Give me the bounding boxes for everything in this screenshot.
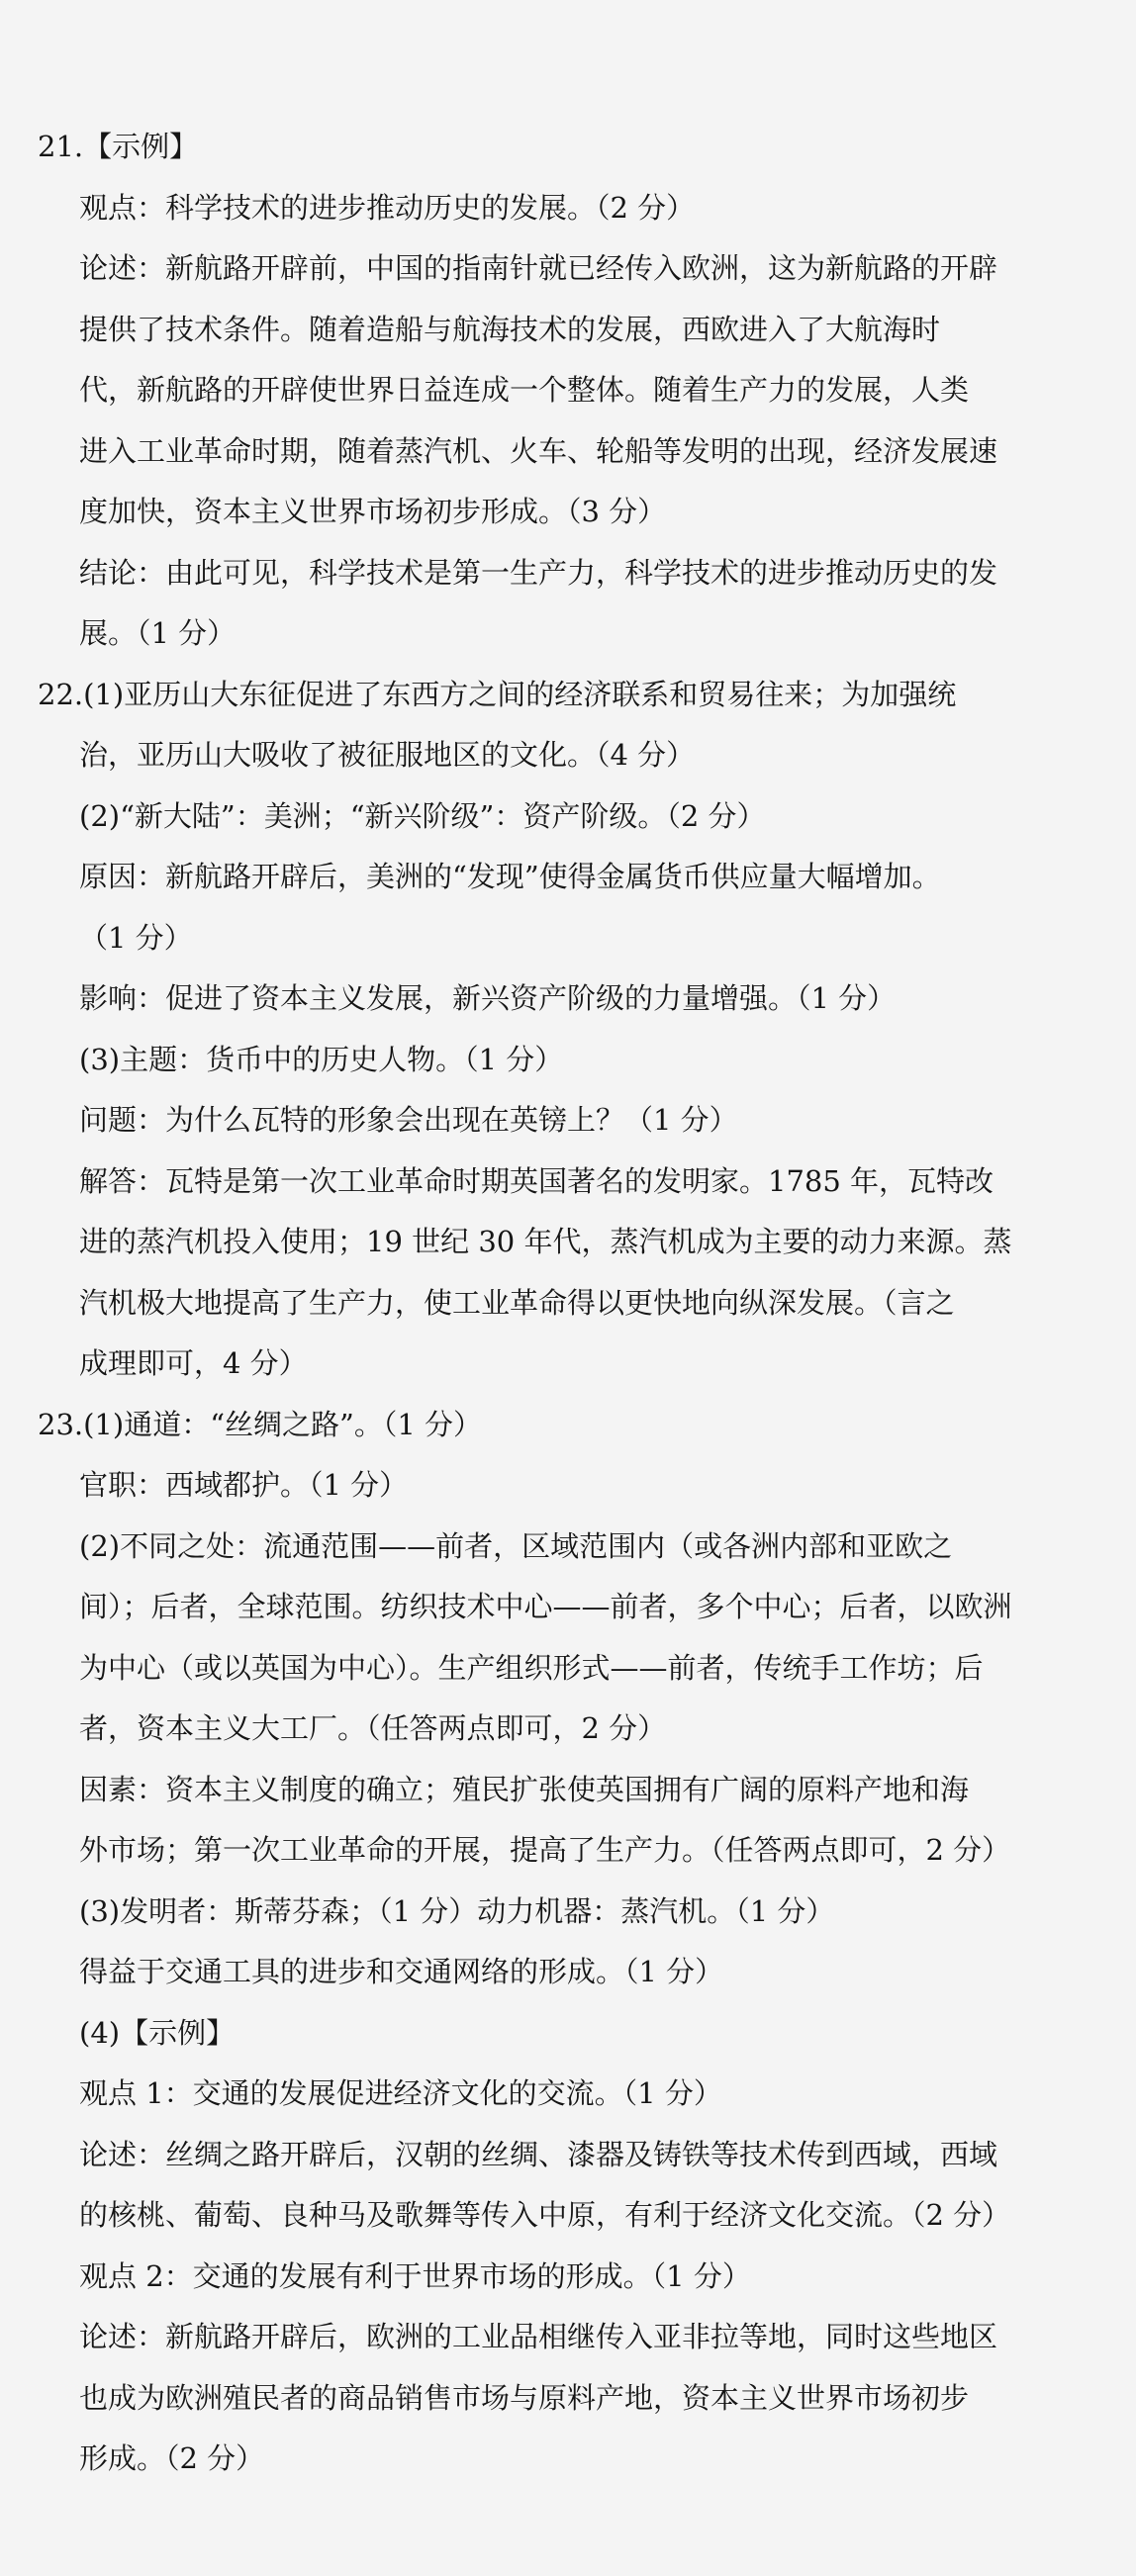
- answer-line: 为中心（或以英国为中心）。生产组织形式——前者，传统手工作坊；后: [79, 1650, 984, 1685]
- answer-line: 原因：新航路开辟后，美洲的“发现”使得金属货币供应量大幅增加。: [79, 860, 941, 893]
- answer-line: 论述：丝绸之路开辟后，汉朝的丝绸、漆器及铸铁等技术传到西域，西域: [79, 2137, 998, 2171]
- answer-line: 度加快，资本主义世界市场初步形成。（3 分）: [79, 495, 667, 528]
- answer-line: 汽机极大地提高了生产力，使工业革命得以更快地向纵深发展。（言之: [79, 1285, 955, 1320]
- answer-line: 外市场；第一次工业革命的开展，提高了生产力。（任答两点即可，2 分）: [79, 1833, 1011, 1867]
- answer-line: 治，亚历山大吸收了被征服地区的文化。（4 分）: [79, 738, 696, 772]
- answer-line: 间）；后者，全球范围。纺织技术中心——前者，多个中心；后者，以欧洲: [79, 1590, 1012, 1623]
- answer-line: 观点 1：交通的发展促进经济文化的交流。（1 分）: [79, 2076, 722, 2110]
- answer-line: 21.【示例】: [38, 130, 199, 163]
- answer-line: (4)【示例】: [79, 2015, 236, 2050]
- answer-line: 观点：科学技术的进步推动历史的发展。（2 分）: [79, 190, 696, 225]
- answer-line: 解答：瓦特是第一次工业革命时期英国著名的发明家。1785 年，瓦特改: [79, 1163, 994, 1198]
- answer-line: 形成。（2 分）: [79, 2441, 265, 2475]
- answer-line: (2)不同之处：流通范围——前者，区域范围内（或各洲内部和亚欧之: [79, 1528, 953, 1563]
- answer-line: (3)发明者：斯蒂芬森；（1 分）动力机器：蒸汽机。（1 分）: [79, 1893, 835, 1928]
- answer-line: （1 分）: [79, 920, 193, 955]
- answer-line: 问题：为什么瓦特的形象会出现在英镑上？（1 分）: [79, 1103, 738, 1137]
- answer-line: 官职：西域都护。（1 分）: [79, 1468, 409, 1502]
- answer-line: 也成为欧洲殖民者的商品销售市场与原料产地，资本主义世界市场初步: [79, 2380, 970, 2415]
- answer-line: 进的蒸汽机投入使用；19 世纪 30 年代，蒸汽机成为主要的动力来源。蒸: [79, 1225, 1012, 1258]
- answer-line: (2)“新大陆”：美洲；“新兴阶级”：资产阶级。（2 分）: [79, 798, 766, 833]
- answer-line: 23.(1)通道：“丝绸之路”。（1 分）: [38, 1407, 483, 1441]
- answer-line: 22.(1)亚历山大东征促进了东西方之间的经济联系和贸易往来；为加强统: [38, 677, 957, 711]
- answer-line: 观点 2：交通的发展有利于世界市场的形成。（1 分）: [79, 2258, 751, 2293]
- answer-line: 影响：促进了资本主义发展，新兴资产阶级的力量增强。（1 分）: [79, 981, 897, 1015]
- answer-line: 进入工业革命时期，随着蒸汽机、火车、轮船等发明的出现，经济发展速: [79, 433, 998, 468]
- answer-line: 者，资本主义大工厂。（任答两点即可，2 分）: [79, 1711, 667, 1745]
- answer-line: (3)主题：货币中的历史人物。（1 分）: [79, 1042, 564, 1076]
- answer-line: 论述：新航路开辟后，欧洲的工业品相继传入亚非拉等地，同时这些地区: [79, 2320, 998, 2353]
- answer-line: 论述：新航路开辟前，中国的指南针就已经传入欧洲，这为新航路的开辟: [79, 251, 998, 285]
- answer-line: 的核桃、葡萄、良种马及歌舞等传入中原，有利于经济文化交流。（2 分）: [79, 2198, 1011, 2232]
- answer-line: 得益于交通工具的进步和交通网络的形成。（1 分）: [79, 1955, 724, 1988]
- answer-line: 展。（1 分）: [79, 616, 237, 650]
- answer-line: 结论：由此可见，科学技术是第一生产力，科学技术的进步推动历史的发: [79, 555, 998, 590]
- answer-line: 代，新航路的开辟使世界日益连成一个整体。随着生产力的发展，人类: [79, 373, 970, 407]
- answer-line: 因素：资本主义制度的确立；殖民扩张使英国拥有广阔的原料产地和海: [79, 1772, 970, 1806]
- answer-line: 提供了技术条件。随着造船与航海技术的发展，西欧进入了大航海时: [79, 312, 941, 346]
- answer-line: 成理即可，4 分）: [79, 1346, 308, 1380]
